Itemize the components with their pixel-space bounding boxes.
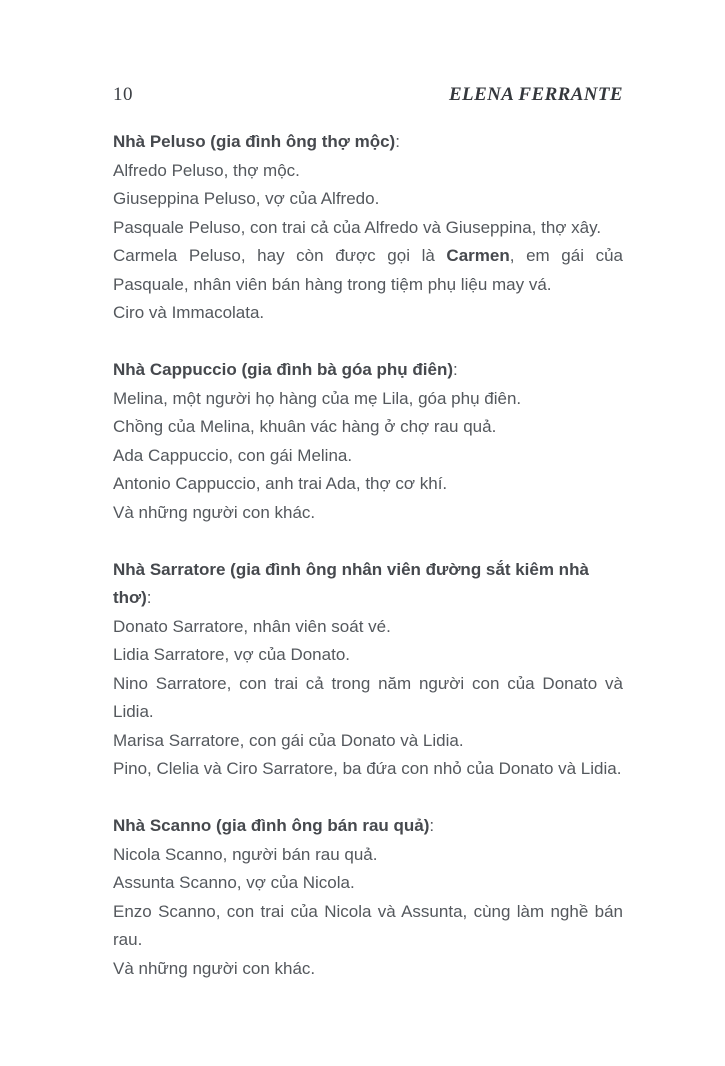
section-title-text: Nhà Scanno (gia đình ông bán rau quả) [113, 816, 430, 835]
entry-text: , em gái của Pasquale, nhân viên bán hàng trong tiệm phụ liệu may vá. [113, 246, 623, 294]
character-entry [113, 242, 623, 299]
page-number: 10 [113, 84, 133, 105]
character-entry [113, 727, 623, 756]
entry-text: Và những người con khác. [113, 958, 316, 978]
section-title [113, 812, 623, 841]
character-entry [113, 413, 623, 442]
entry-text: Lidia Sarratore, vợ của Donato. [113, 645, 350, 664]
entry-text: Donato Sarratore, nhân viên soát vé. [113, 616, 391, 636]
character-section-cappuccio [113, 356, 623, 527]
character-list [113, 128, 623, 983]
entry-text: Assunta Scanno, vợ của Nicola. [113, 873, 355, 892]
character-entry [113, 641, 623, 670]
section-title-colon: : [395, 132, 400, 151]
character-entry [113, 299, 623, 328]
section-title-colon: : [146, 588, 152, 607]
page-header [113, 84, 623, 106]
character-entry [113, 869, 623, 898]
character-entry [113, 385, 623, 414]
character-entry [113, 470, 623, 499]
section-title-text: Nhà Sarratore (gia đình ông nhân viên đường sắt kiêm nhà thơ) [113, 559, 589, 607]
entry-text: Pino, Clelia và Ciro Sarratore, ba đứa con nhỏ của Donato và Lidia. [113, 759, 622, 778]
entry-text: Enzo Scanno, con trai của Nicola và Assunta, cùng làm nghề bán rau. [113, 901, 623, 949]
section-title-text: Nhà Cappuccio (gia đình bà góa phụ điên) [113, 360, 453, 379]
section-title [113, 128, 623, 157]
entry-text: Ciro và Immacolata. [113, 303, 265, 322]
character-entry [113, 613, 623, 642]
character-entry [113, 755, 623, 784]
section-title [113, 556, 623, 613]
entry-text: Melina, một người họ hàng của mẹ Lila, góa phụ điên. [113, 388, 522, 408]
entry-text: Carmela Peluso, hay còn được gọi là [113, 246, 447, 265]
entry-text: Ada Cappuccio, con gái Melina. [113, 445, 353, 465]
section-title-text: Nhà Peluso (gia đình ông thợ mộc) [113, 132, 396, 151]
entry-text: Antonio Cappuccio, anh trai Ada, thợ cơ khí. [113, 474, 448, 493]
entry-bold-name: Carmen [446, 246, 510, 265]
entry-text: Pasquale Peluso, con trai cả của Alfredo và Giuseppina, thợ xây. [113, 217, 602, 237]
character-entry [113, 898, 623, 955]
character-entry [113, 185, 623, 214]
section-title-colon: : [429, 816, 435, 835]
character-entry [113, 499, 623, 528]
section-title-colon: : [453, 360, 458, 379]
character-section-sarratore [113, 556, 623, 784]
entry-text: Marisa Sarratore, con gái của Donato và Lidia. [113, 730, 464, 750]
character-entry [113, 442, 623, 471]
entry-text: Alfredo Peluso, thợ mộc. [113, 160, 300, 180]
character-entry [113, 955, 623, 984]
entry-text: Nino Sarratore, con trai cả trong năm người con của Donato và Lidia. [113, 673, 623, 721]
section-title [113, 356, 623, 385]
character-entry [113, 214, 623, 243]
entry-text: Chồng của Melina, khuân vác hàng ở chợ rau quả. [113, 417, 497, 436]
character-entry [113, 670, 623, 727]
character-section-scanno [113, 812, 623, 983]
entry-text: Giuseppina Peluso, vợ của Alfredo. [113, 189, 380, 208]
entry-text: Nicola Scanno, người bán rau quả. [113, 844, 378, 864]
character-entry [113, 157, 623, 186]
entry-text: Và những người con khác. [113, 502, 316, 522]
character-entry [113, 841, 623, 870]
running-title: ELENA FERRANTE [448, 84, 623, 105]
character-section-peluso [113, 128, 623, 328]
